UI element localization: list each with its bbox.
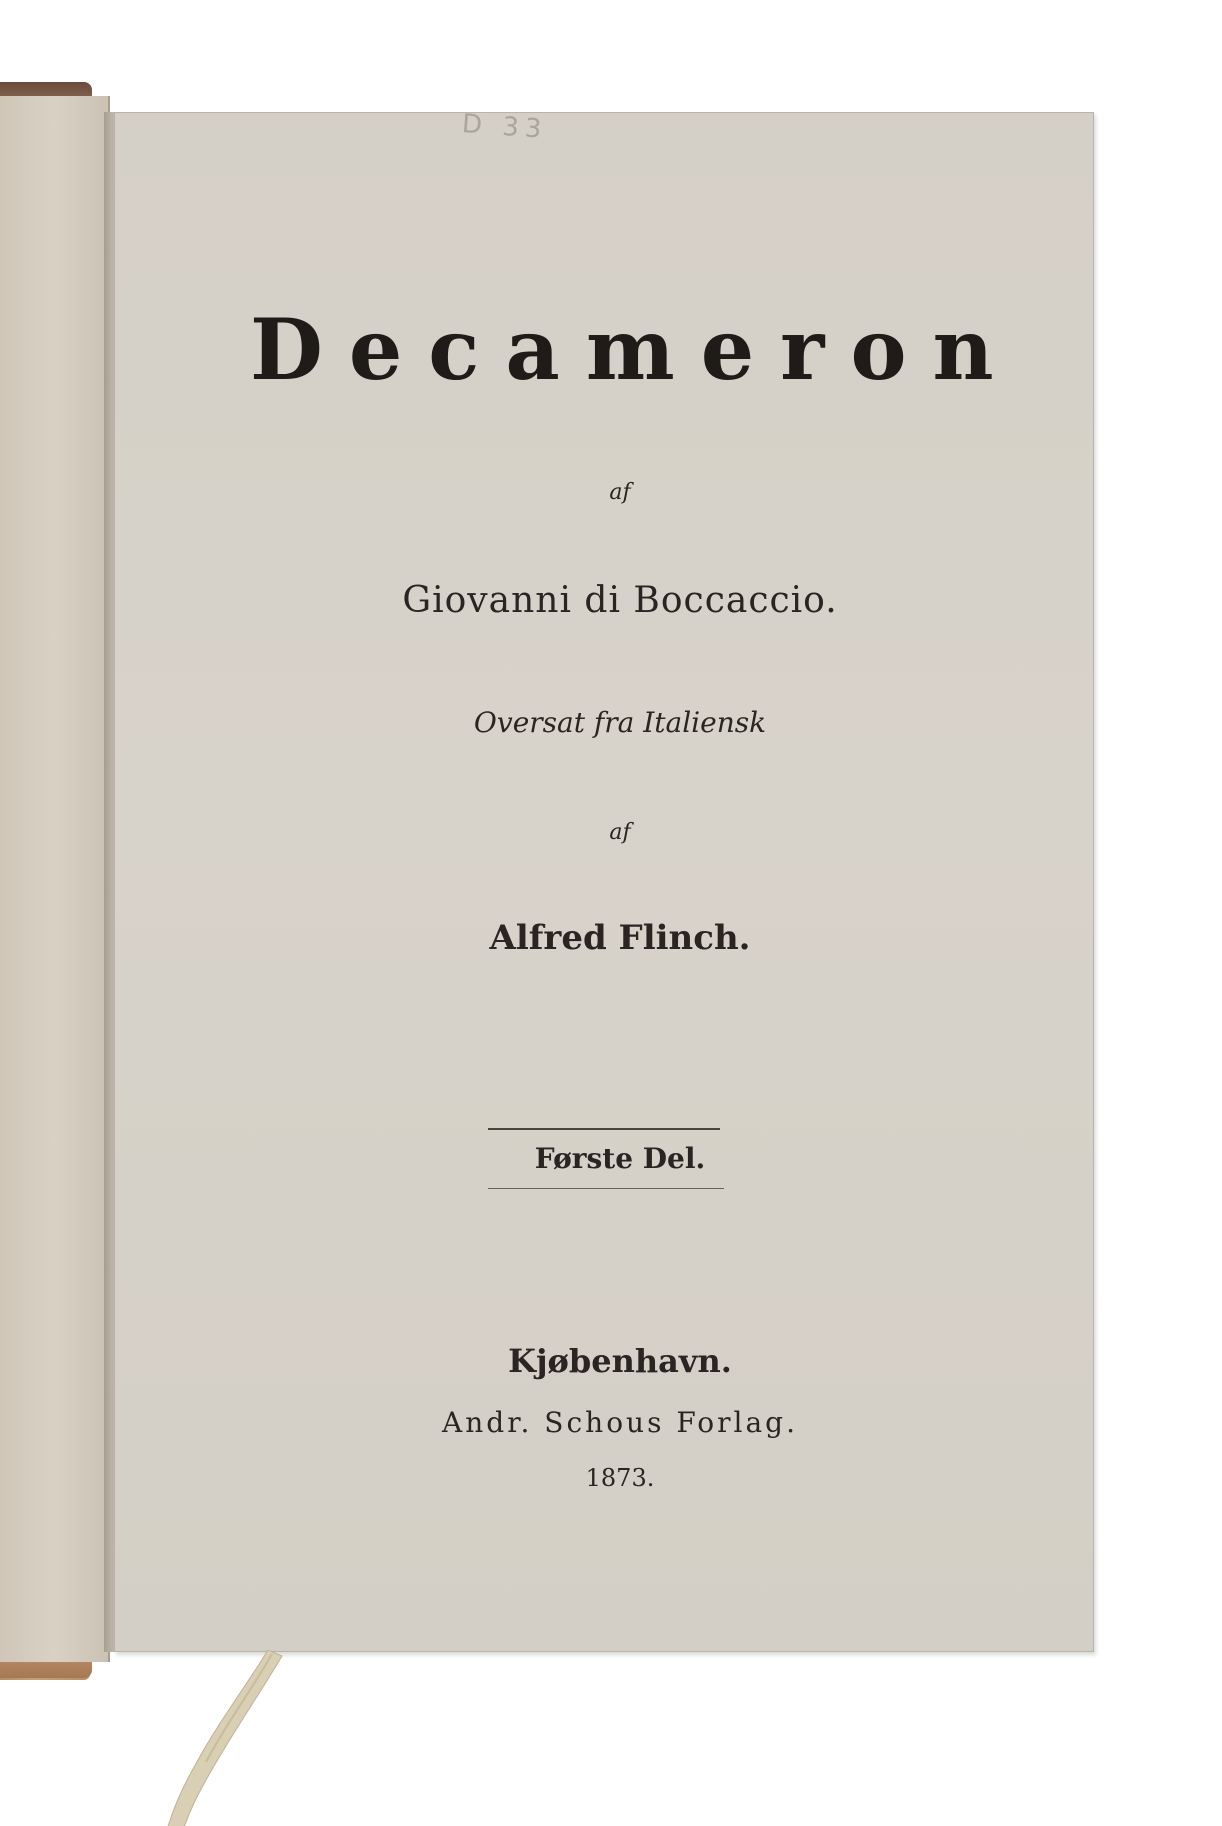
divider-top xyxy=(488,1128,720,1130)
pencil-annotation: D 33 xyxy=(461,109,549,145)
volume-part: Første Del. xyxy=(534,1142,706,1175)
translator-name: Alfred Flinch. xyxy=(489,918,751,958)
imprint-year: 1873. xyxy=(585,1464,655,1492)
left-page xyxy=(0,96,110,1662)
author-name: Giovanni di Boccaccio. xyxy=(402,580,838,621)
byline-af: af xyxy=(609,480,631,505)
divider-bottom xyxy=(488,1188,724,1189)
translator-af: af xyxy=(609,820,631,845)
ribbon-bookmark xyxy=(150,1650,300,1826)
translation-note: Oversat fra Italiensk xyxy=(473,706,767,739)
book-title: Decameron xyxy=(250,300,1020,399)
imprint-publisher: Andr. Schous Forlag. xyxy=(442,1406,798,1439)
imprint-city: Kjøbenhavn. xyxy=(508,1342,732,1380)
